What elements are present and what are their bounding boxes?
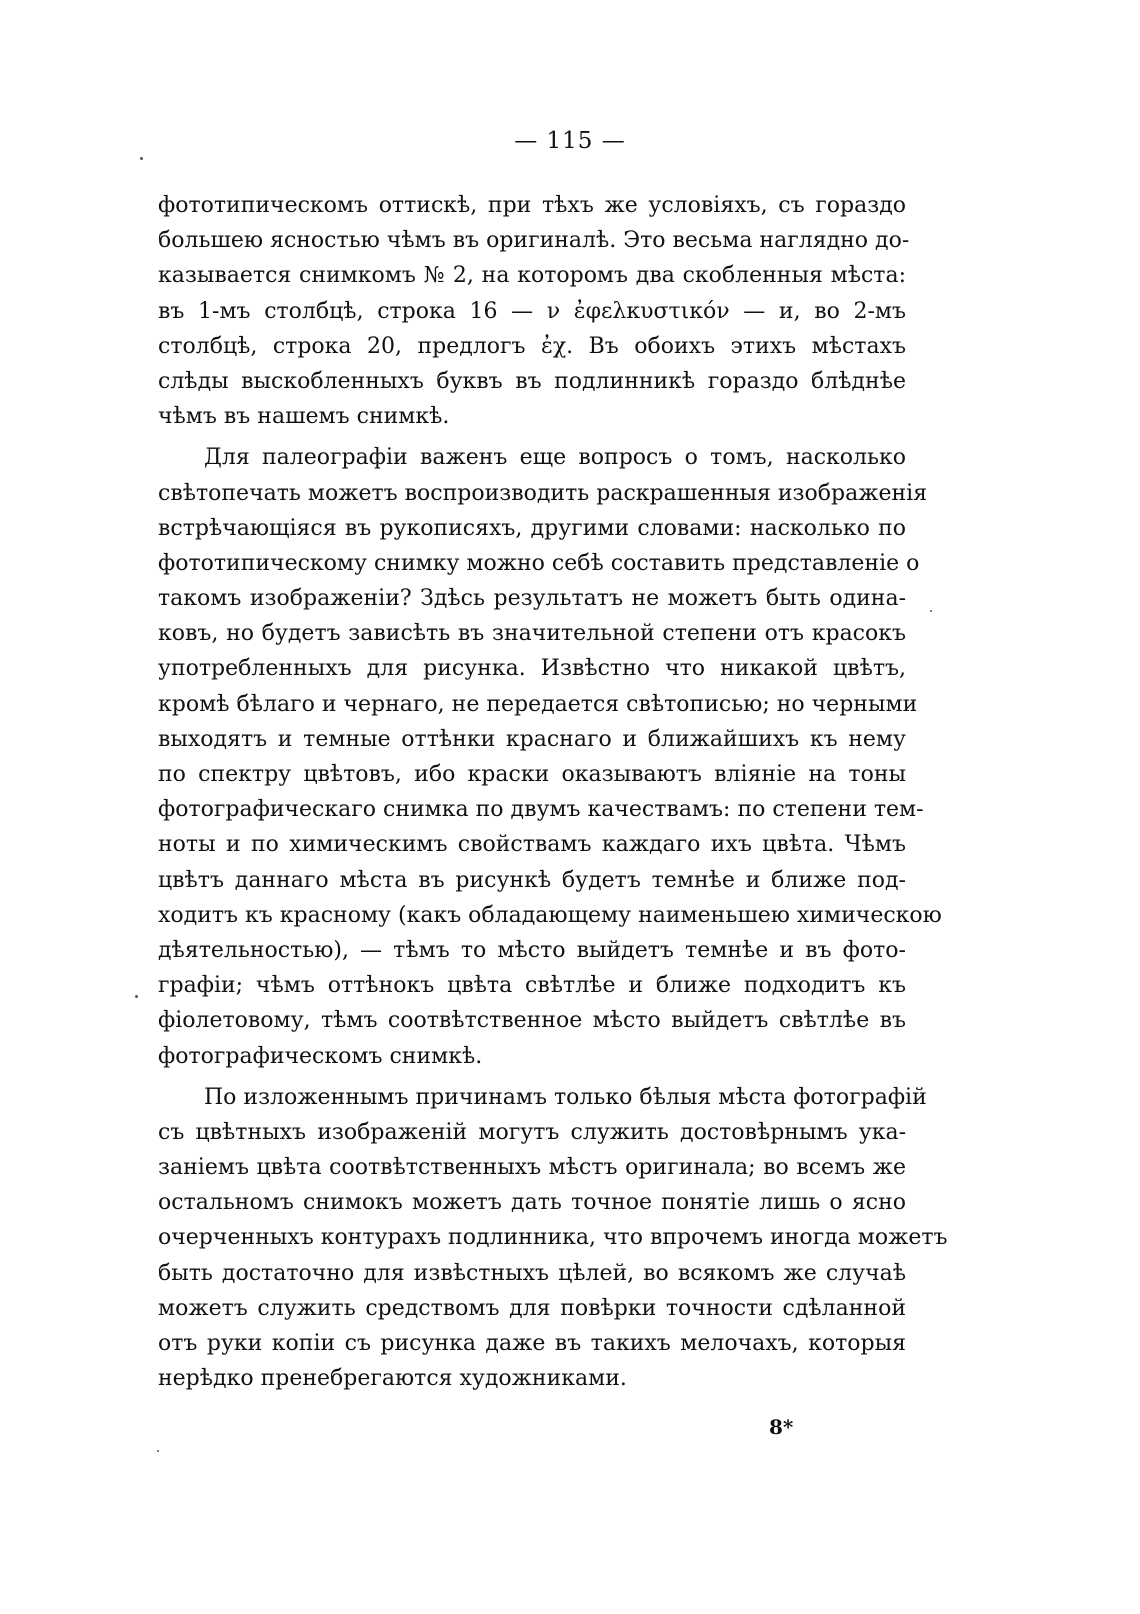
text-line: фіолетовому, тѣмъ соотвѣтственное мѣсто выйдетъ свѣтлѣе въ xyxy=(158,1008,906,1034)
text-line: такомъ изображеніи? Здѣсь результатъ не можетъ быть одина- xyxy=(158,586,906,612)
text-line: цвѣтъ даннаго мѣста въ рисункѣ будетъ темнѣе и ближе под- xyxy=(158,867,906,893)
scan-speck xyxy=(135,995,138,998)
page-number-header: — 115 — xyxy=(514,128,626,154)
text-line: фотографическаго снимка по двумъ качествамъ: по степени тем- xyxy=(158,797,924,823)
scan-speck xyxy=(157,1450,159,1452)
text-line: выходятъ и темные оттѣнки краснаго и ближайшихъ къ нему xyxy=(158,726,906,752)
text-line: заніемъ цвѣта соотвѣтственныхъ мѣстъ оригинала; во всемъ же xyxy=(158,1155,906,1181)
text-line: свѣтопечать можетъ воспроизводить раскрашенныя изображенія xyxy=(158,480,928,506)
text-line: фототипическомъ оттискѣ, при тѣхъ же условіяхъ, съ гораздо xyxy=(158,193,906,218)
text-line: ходитъ къ красному (какъ обладающему наименьшею химическою xyxy=(158,902,942,928)
signature-mark: 8* xyxy=(769,1415,794,1439)
text-line: встрѣчающіяся въ рукописяхъ, другими словами: насколько по xyxy=(158,515,906,541)
text-line: казывается снимкомъ № 2, на которомъ два скобленныя мѣста: xyxy=(158,263,906,289)
scan-speck xyxy=(140,157,143,160)
text-line: можетъ служить средствомъ для повѣрки точности сдѣланной xyxy=(158,1295,906,1321)
paragraph xyxy=(158,440,942,1073)
text-line: въ 1-мъ столбцѣ, строка 16 — ν ἐφελκυστικόν — и, во 2-мъ xyxy=(158,298,906,324)
text-line: быть достаточно для извѣстныхъ цѣлей, во всякомъ же случаѣ xyxy=(158,1260,906,1286)
text-line: фотографическомъ снимкѣ. xyxy=(158,1043,483,1069)
text-line: графіи; чѣмъ оттѣнокъ цвѣта свѣтлѣе и ближе подходитъ къ xyxy=(158,973,906,999)
text-line: нерѣдко пренебрегаются художниками. xyxy=(158,1366,627,1392)
text-line: дѣятельностью), — тѣмъ то мѣсто выйдетъ темнѣе и въ фото- xyxy=(158,937,906,963)
text-line: употребленныхъ для рисунка. Извѣстно что никакой цвѣтъ, xyxy=(158,656,906,682)
text-line: ковъ, но будетъ зависѣть въ значительной степени отъ красокъ xyxy=(158,621,906,647)
text-line: столбцѣ, строка 20, предлогъ ἐχ. Въ обоихъ этихъ мѣстахъ xyxy=(158,333,906,359)
text-line: чѣмъ въ нашемъ снимкѣ. xyxy=(158,404,450,430)
body-text xyxy=(158,188,948,1396)
text-line: По изложеннымъ причинамъ только бѣлыя мѣста фотографій xyxy=(204,1084,927,1110)
scan-speck xyxy=(930,610,932,612)
paragraph xyxy=(158,188,910,434)
text-line: большею ясностью чѣмъ въ оригиналѣ. Это весьма наглядно до- xyxy=(158,228,910,254)
text-line: слѣды выскобленныхъ буквъ въ подлинникѣ гораздо блѣднѣе xyxy=(158,368,906,394)
text-line: ноты и по химическимъ свойствамъ каждаго ихъ цвѣта. Чѣмъ xyxy=(158,832,906,858)
text-line: по спектру цвѣтовъ, ибо краски оказываютъ вліяніе на тоны xyxy=(158,762,906,787)
text-line: остальномъ снимокъ можетъ дать точное понятіе лишь о ясно xyxy=(158,1190,906,1216)
text-line: Для палеографіи важенъ еще вопросъ о томъ, насколько xyxy=(204,445,906,471)
text-line: кромѣ бѣлаго и чернаго, не передается свѣтописью; но черными xyxy=(158,691,918,717)
text-line: фототипическому снимку можно себѣ составить представленіе о xyxy=(158,550,920,576)
text-line: очерченныхъ контурахъ подлинника, что впрочемъ иногда можетъ xyxy=(158,1225,948,1251)
text-line: съ цвѣтныхъ изображеній могутъ служить достовѣрнымъ ука- xyxy=(158,1119,906,1145)
text-line: отъ руки копіи съ рисунка даже въ такихъ мелочахъ, которыя xyxy=(158,1331,906,1356)
paragraph xyxy=(158,1080,948,1397)
